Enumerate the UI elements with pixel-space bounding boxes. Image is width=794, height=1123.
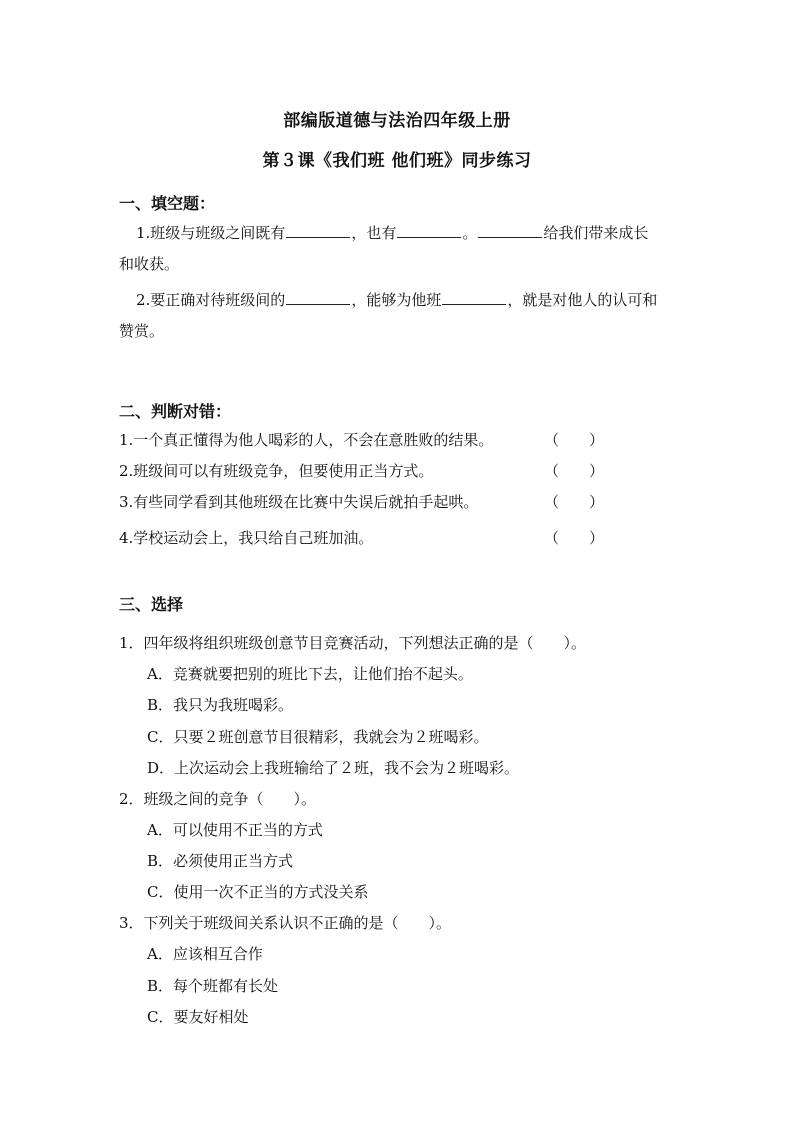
choice-question-1: 1．四年级将组织班级创意节目竞赛活动，下列想法正确的是（ ）。	[119, 634, 587, 652]
fill-question-1-cont: 和收获。	[119, 255, 180, 273]
question-text: 2.要正确对待班级间的	[136, 291, 286, 309]
choice-question-2: 2．班级之间的竞争（ ）。	[119, 790, 317, 808]
choice-option: B．每个班都有长处	[147, 977, 279, 995]
fill-question-1	[136, 222, 648, 243]
tf-item-1: 1.一个真正懂得为他人喝彩的人，不会在意胜败的结果。	[119, 431, 494, 449]
choice-option: B．我只为我班喝彩。	[147, 696, 294, 714]
question-text: ，也有	[351, 224, 397, 242]
fill-question-2	[136, 289, 657, 310]
section-heading-choice: 三、选择	[119, 595, 184, 614]
page-title: 部编版道德与法治四年级上册	[283, 111, 511, 131]
page-subtitle: 第３课《我们班 他们班》同步练习	[262, 151, 532, 171]
choice-option: A．应该相互合作	[147, 945, 263, 963]
tf-item-3: 3.有些同学看到其他班级在比赛中失误后就拍手起哄。	[119, 493, 479, 511]
section-heading-fill-blank: 一、填空题：	[119, 194, 216, 213]
choice-option: C．要友好相处	[147, 1008, 249, 1026]
answer-blank	[286, 290, 350, 305]
answer-blank	[397, 223, 461, 238]
tf-item-2: 2.班级间可以有班级竞争，但要使用正当方式。	[119, 462, 434, 480]
question-text: 。	[462, 224, 478, 242]
answer-paren: （ ）	[544, 529, 605, 547]
choice-option: C．使用一次不正当的方式没关系	[147, 883, 369, 901]
answer-paren: （ ）	[544, 462, 605, 480]
answer-paren: （ ）	[544, 431, 605, 449]
answer-paren: （ ）	[544, 493, 605, 511]
answer-blank	[478, 223, 542, 238]
tf-item-4: 4.学校运动会上，我只给自己班加油。	[119, 529, 374, 547]
choice-option: A．竞赛就要把别的班比下去，让他们抬不起头。	[147, 665, 473, 683]
question-text: 1.班级与班级之间既有	[136, 224, 286, 242]
choice-option: C．只要２班创意节目很精彩，我就会为２班喝彩。	[147, 728, 489, 746]
question-text: ，就是对他人的认可和	[507, 291, 658, 309]
answer-blank	[442, 290, 506, 305]
choice-option: B．必须使用正当方式	[147, 852, 294, 870]
choice-option: A．可以使用不正当的方式	[147, 821, 323, 839]
choice-option: D．上次运动会上我班输给了２班，我不会为２班喝彩。	[147, 759, 520, 777]
fill-question-2-cont: 赞赏。	[119, 322, 165, 340]
question-text: 给我们带来成长	[543, 224, 649, 242]
question-text: ，能够为他班	[351, 291, 442, 309]
choice-question-3: 3．下列关于班级间关系认识不正确的是（ ）。	[119, 914, 452, 932]
answer-blank	[286, 223, 350, 238]
section-heading-true-false: 二、判断对错：	[119, 402, 232, 421]
